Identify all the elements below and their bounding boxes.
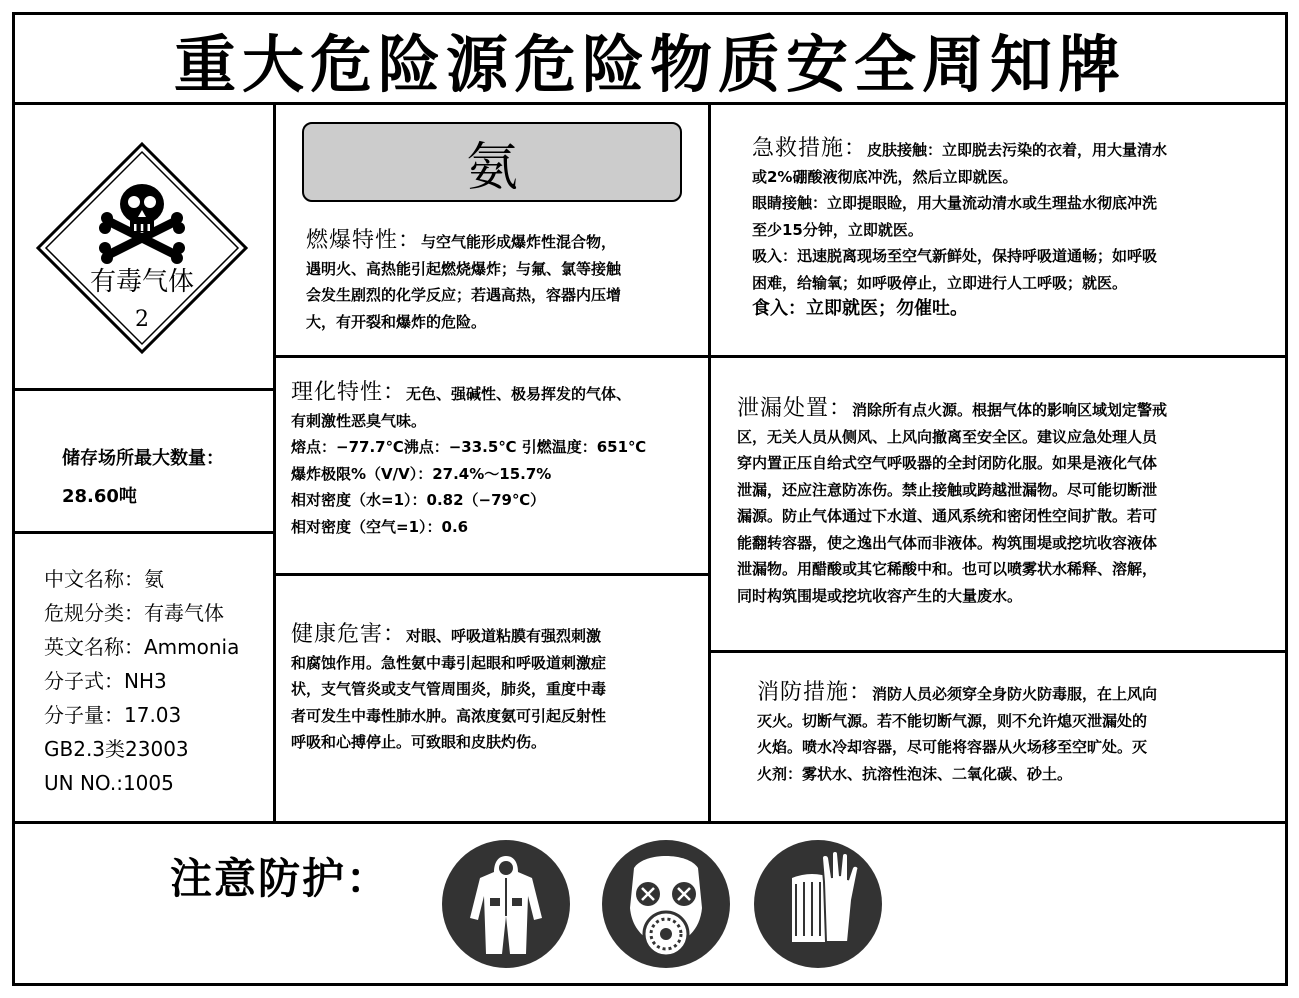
divider-right-2	[708, 650, 1288, 653]
leak-section	[737, 396, 1282, 609]
identity-formula: 分子式：NH3	[44, 669, 167, 693]
leak-line: 泄漏，还应注意防冻伤。禁止接触或跨越泄漏物。尽可能切断泄	[737, 480, 1158, 499]
combustion-heading: 燃爆特性：	[306, 228, 422, 253]
divider-right-1	[708, 355, 1288, 358]
fire-lead: 消防人员必须穿全身防火防毒服，在上风向	[872, 685, 1158, 703]
storage-label: 储存场所最大数量：	[62, 448, 224, 469]
identity-molecular-weight: 分子量：17.03	[44, 703, 182, 727]
health-section	[291, 622, 703, 756]
storage-value: 28.60吨	[62, 486, 137, 507]
first-aid-heading: 急救措施：	[752, 136, 868, 161]
page-title: 重大危险源危险物质安全周知牌	[173, 27, 1126, 101]
health-line: 和腐蚀作用。急性氨中毒引起眼和呼吸道刺激症	[291, 653, 607, 672]
first-aid-section	[752, 136, 1280, 323]
gas-mask-icon	[600, 838, 732, 970]
identity-gb-class: GB2.3类23003	[44, 737, 189, 761]
physchem-line: 有刺激性恶臭气味。	[291, 411, 427, 430]
fire-heading: 消防措施：	[757, 680, 873, 705]
physchem-line: 相对密度（空气=1）：0.6	[291, 517, 469, 536]
divider-mid-2	[273, 573, 711, 576]
fire-line: 灭火。切断气源。若不能切断气源，则不允许熄灭泄漏处的	[757, 711, 1148, 730]
health-line: 者可发生中毒性肺水肿。高浓度氨可引起反射性	[291, 706, 607, 725]
health-line: 状，支气管炎或支气管周围炎，肺炎，重度中毒	[291, 680, 607, 698]
divider-left-2	[12, 531, 276, 534]
substance-name: 氨	[302, 122, 682, 202]
identity-classification: 危规分类：有毒气体	[44, 601, 224, 625]
health-line: 呼吸和心搏停止。可致眼和皮肤灼伤。	[291, 733, 547, 751]
fire-line: 火剂：雾状水、抗溶性泡沫、二氧化碳、砂土。	[757, 764, 1073, 783]
first-aid-line: 眼睛接触：立即提眼睑，用大量流动清水或生理盐水彻底冲洗	[752, 194, 1158, 212]
first-aid-line: 食入：立即就医；勿催吐。	[752, 298, 968, 319]
health-heading: 健康危害：	[291, 622, 407, 647]
first-aid-line: 吸入：迅速脱离现场至空气新鲜处，保持呼吸道通畅；如呼吸	[752, 247, 1158, 265]
physchem-section	[291, 380, 703, 540]
first-aid-line: 至少15分钟，立即就医。	[752, 220, 923, 239]
combustion-line: 大，有开裂和爆炸的危险。	[306, 312, 487, 331]
fire-section	[757, 680, 1282, 787]
physchem-line: 熔点：−77.7℃沸点：−33.5℃ 引燃温度：651℃	[291, 438, 647, 456]
combustion-line: 会发生剧烈的化学反应；若遇高热，容器内压增	[306, 286, 622, 304]
combustion-lead: 与空气能形成爆炸性混合物，	[421, 233, 617, 251]
leak-line: 漏源。防止气体通过下水道、通风系统和密闭性空间扩散。若可	[737, 507, 1158, 525]
protective-suit-icon	[440, 838, 572, 970]
health-lead: 对眼、呼吸道粘膜有强烈刺激	[406, 627, 602, 645]
toxic-gas-label	[34, 140, 250, 356]
leak-line: 穿内置正压自给式空气呼吸器的全封闭防化服。如果是液化气体	[737, 454, 1158, 472]
leak-line: 能翻转容器，使之逸出气体而非液体。构筑围堤或挖坑收容液体	[737, 533, 1158, 552]
identity-list	[44, 562, 239, 800]
identity-chinese-name: 中文名称：氨	[44, 567, 164, 591]
fire-line: 火焰。喷水冷却容器，尽可能将容器从火场移至空旷处。灭	[757, 738, 1148, 756]
leak-lead: 消除所有点火源。根据气体的影响区域划定警戒	[852, 401, 1168, 419]
divider-col-1	[273, 102, 276, 824]
protective-gloves-icon	[752, 838, 884, 970]
leak-line: 区，无关人员从侧风、上风向撤离至安全区。建议应急处理人员	[737, 427, 1158, 446]
first-aid-line: 困难，给输氧；如呼吸停止，立即进行人工呼吸；就医。	[752, 273, 1128, 292]
physchem-heading: 理化特性：	[291, 380, 407, 405]
combustion-line: 遇明火、高热能引起燃烧爆炸；与氟、氯等接触	[306, 259, 622, 278]
hazard-label-text: 有毒气体	[89, 267, 195, 297]
physchem-line: 爆炸极限%（V/V）：27.4%～15.7%	[291, 464, 552, 483]
first-aid-line: 或2%硼酸液彻底冲洗，然后立即就医。	[752, 167, 1018, 186]
identity-un-number: UN NO.:1005	[44, 771, 174, 795]
hazard-diamond	[34, 140, 250, 356]
leak-line: 泄漏物。用醋酸或其它稀酸中和。也可以喷雾状水稀释、溶解，	[737, 560, 1158, 578]
combustion-section	[306, 228, 702, 335]
first-aid-lead: 皮肤接触：立即脱去污染的衣着，用大量清水	[867, 141, 1168, 159]
protection-label: 注意防护：	[170, 854, 391, 903]
divider-col-2	[708, 102, 711, 824]
divider-mid-1	[273, 355, 711, 358]
divider-bottom	[12, 821, 1288, 824]
storage-quantity	[62, 440, 224, 516]
hazard-class-number: 2	[135, 307, 149, 332]
leak-heading: 泄漏处置：	[737, 396, 853, 421]
divider-left-1	[12, 388, 276, 391]
identity-english-name: 英文名称：Ammonia	[44, 635, 240, 659]
leak-line: 同时构筑围堤或挖坑收容产生的大量废水。	[737, 586, 1023, 605]
physchem-line: 相对密度（水=1）：0.82（−79℃）	[291, 491, 546, 509]
physchem-lead: 无色、强碱性、极易挥发的气体、	[406, 385, 632, 403]
